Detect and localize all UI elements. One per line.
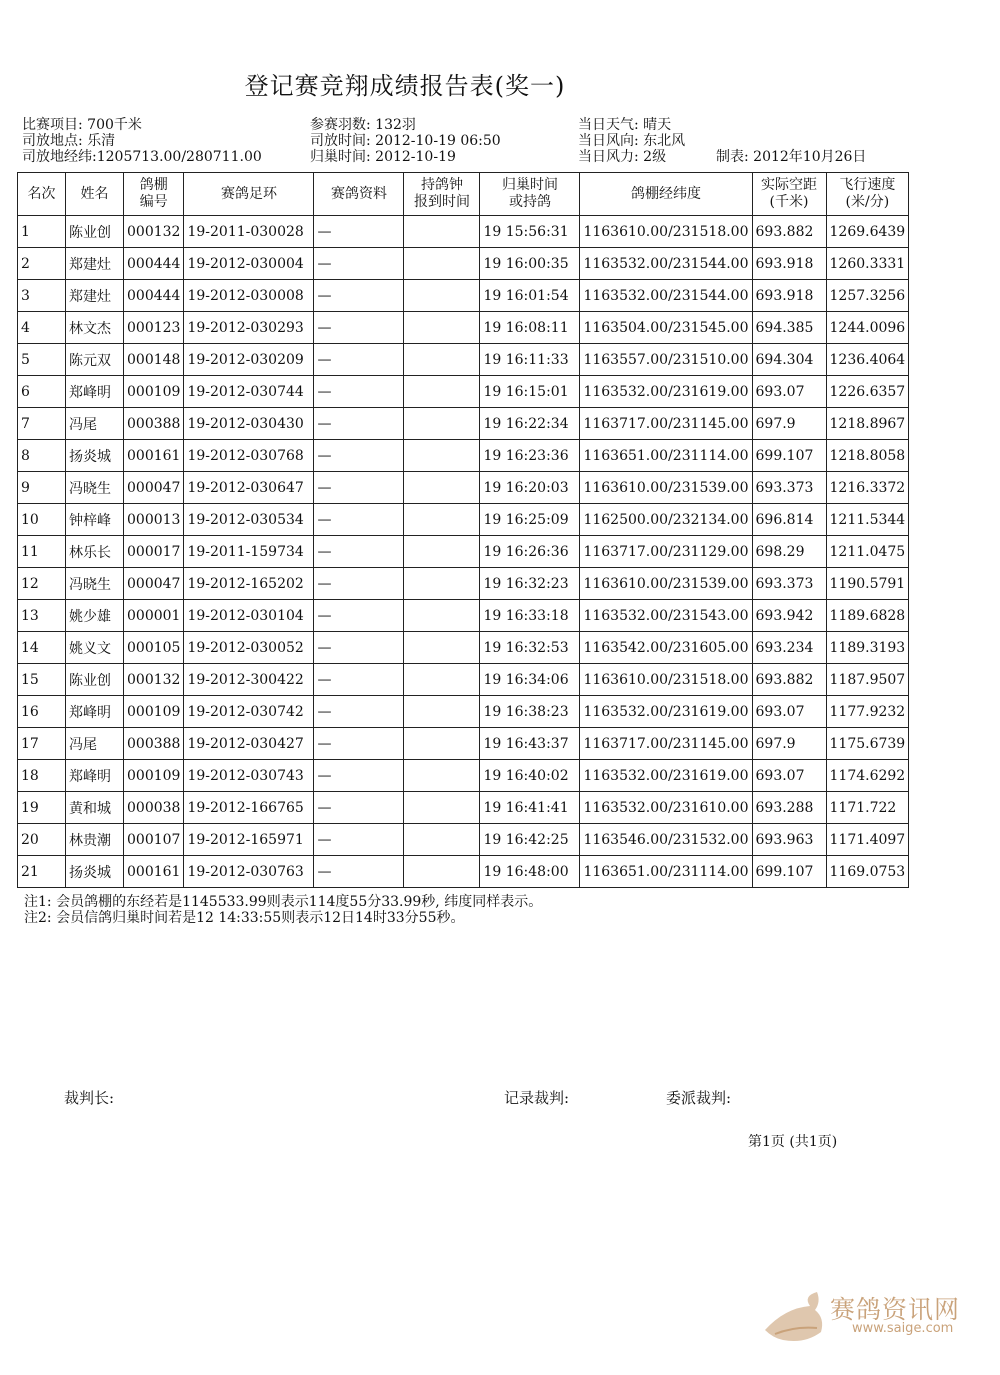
table-cell (404, 792, 480, 824)
table-row (18, 440, 909, 472)
table-cell: 19-2012-030004 (184, 248, 314, 280)
table-cell: 19 (18, 792, 66, 824)
table-cell: — (314, 376, 404, 408)
table-cell: 000161 (124, 856, 184, 888)
table-cell: 000107 (124, 824, 184, 856)
table-cell: 冯晓生 (66, 472, 124, 504)
table-cell: 000001 (124, 600, 184, 632)
table-cell: 1236.4064 (826, 344, 909, 376)
column-header: 名次 (18, 173, 66, 216)
table-cell: 陈元双 (66, 344, 124, 376)
table-cell: — (314, 408, 404, 440)
table-cell: 1163557.00/231510.00 (580, 344, 752, 376)
table-cell: 19 16:33:18 (480, 600, 580, 632)
table-cell: — (314, 760, 404, 792)
table-cell: 1163610.00/231539.00 (580, 472, 752, 504)
table-cell: 1171.4097 (826, 824, 909, 856)
table-cell: 1174.6292 (826, 760, 909, 792)
table-cell: 693.07 (752, 760, 826, 792)
table-cell: 19 16:23:36 (480, 440, 580, 472)
table-cell (404, 472, 480, 504)
table-cell: — (314, 504, 404, 536)
table-cell: 19-2012-030768 (184, 440, 314, 472)
table-cell: 19 16:38:23 (480, 696, 580, 728)
table-cell: 19 16:25:09 (480, 504, 580, 536)
table-cell: 郑建灶 (66, 248, 124, 280)
table-cell: 1177.9232 (826, 696, 909, 728)
table-cell (404, 696, 480, 728)
table-body (18, 216, 909, 888)
table-cell: 扬炎城 (66, 440, 124, 472)
table-cell: 000148 (124, 344, 184, 376)
table-cell: 1163610.00/231518.00 (580, 216, 752, 248)
table-cell: 19-2012-030742 (184, 696, 314, 728)
table-cell: 17 (18, 728, 66, 760)
notes (24, 894, 542, 926)
table-cell: 19-2012-030430 (184, 408, 314, 440)
table-row (18, 536, 909, 568)
table-cell: — (314, 440, 404, 472)
table-cell: 19 16:08:11 (480, 312, 580, 344)
table-cell: 9 (18, 472, 66, 504)
table-cell: 1163717.00/231129.00 (580, 536, 752, 568)
table-cell: 扬炎城 (66, 856, 124, 888)
table-cell: 郑峰明 (66, 760, 124, 792)
table-cell: 693.882 (752, 664, 826, 696)
table-cell (404, 312, 480, 344)
table-cell: 1244.0096 (826, 312, 909, 344)
table-cell: 18 (18, 760, 66, 792)
info-col-2 (310, 117, 501, 165)
table-cell: 1163532.00/231543.00 (580, 600, 752, 632)
table-cell: 693.882 (752, 216, 826, 248)
table-cell: — (314, 792, 404, 824)
table-cell: 姚少雄 (66, 600, 124, 632)
table-cell: 19 16:20:03 (480, 472, 580, 504)
table-cell: — (314, 472, 404, 504)
table-cell: 000105 (124, 632, 184, 664)
table-cell: 19-2012-030744 (184, 376, 314, 408)
results-table (17, 172, 909, 888)
column-header: 持鸽钟 报到时间 (404, 173, 480, 216)
table-cell: 19-2012-030763 (184, 856, 314, 888)
table-cell: 693.373 (752, 568, 826, 600)
table-cell: 000017 (124, 536, 184, 568)
column-header: 鸽棚 编号 (124, 173, 184, 216)
table-cell: 3 (18, 280, 66, 312)
table-cell: 1269.6439 (826, 216, 909, 248)
table-cell: 19 16:22:34 (480, 408, 580, 440)
table-cell: 7 (18, 408, 66, 440)
release-coordinates: 司放地经纬:1205713.00/280711.00 (22, 149, 262, 165)
release-time: 司放时间: 2012-10-19 06:50 (310, 133, 501, 149)
table-cell: 19-2012-030647 (184, 472, 314, 504)
table-cell: 19-2012-030052 (184, 632, 314, 664)
column-header: 飞行速度 (米/分) (826, 173, 909, 216)
table-cell: 冯尾 (66, 408, 124, 440)
table-cell: 1187.9507 (826, 664, 909, 696)
table-cell: 697.9 (752, 408, 826, 440)
column-header: 赛鸽资料 (314, 173, 404, 216)
table-cell: 冯晓生 (66, 568, 124, 600)
table-cell: — (314, 312, 404, 344)
table-cell: 1163532.00/231544.00 (580, 248, 752, 280)
entry-count: 参赛羽数: 132羽 (310, 117, 416, 133)
delegate-judge-label: 委派裁判: (666, 1089, 732, 1107)
table-cell: 20 (18, 824, 66, 856)
table-cell: 1226.6357 (826, 376, 909, 408)
table-cell: 696.814 (752, 504, 826, 536)
table-cell: — (314, 216, 404, 248)
table-cell: 000444 (124, 280, 184, 312)
table-cell: 000013 (124, 504, 184, 536)
table-cell: 1163532.00/231619.00 (580, 376, 752, 408)
table-cell: 1163651.00/231114.00 (580, 440, 752, 472)
table-cell: 19-2012-030534 (184, 504, 314, 536)
table-cell: 693.07 (752, 376, 826, 408)
table-cell: 19 16:41:41 (480, 792, 580, 824)
table-cell: — (314, 568, 404, 600)
column-header: 实际空距 (千米) (752, 173, 826, 216)
table-cell: 698.29 (752, 536, 826, 568)
table-cell: 000132 (124, 216, 184, 248)
table-cell: 1163532.00/231610.00 (580, 792, 752, 824)
release-location: 司放地点: 乐清 (22, 133, 116, 149)
table-cell: 郑建灶 (66, 280, 124, 312)
table-cell: 郑峰明 (66, 376, 124, 408)
table-cell: 000388 (124, 728, 184, 760)
table-cell (404, 632, 480, 664)
table-cell: 14 (18, 632, 66, 664)
table-row (18, 856, 909, 888)
table-cell: 1190.5791 (826, 568, 909, 600)
table-cell: 000123 (124, 312, 184, 344)
watermark-url: www.saige.com (852, 1321, 954, 1336)
table-cell: 1 (18, 216, 66, 248)
wind-force: 当日风力: 2级 (578, 149, 667, 165)
race-distance: 比赛项目: 700千米 (22, 117, 142, 133)
table-cell: 19-2012-030743 (184, 760, 314, 792)
table-cell (404, 216, 480, 248)
table-cell: 19-2012-166765 (184, 792, 314, 824)
table-cell: 林文杰 (66, 312, 124, 344)
table-cell: 1163651.00/231114.00 (580, 856, 752, 888)
table-cell: 1175.6739 (826, 728, 909, 760)
chief-judge-label: 裁判长: (64, 1089, 115, 1107)
table-cell: 1216.3372 (826, 472, 909, 504)
table-cell: 699.107 (752, 856, 826, 888)
table-row (18, 568, 909, 600)
table-cell: — (314, 728, 404, 760)
table-row (18, 696, 909, 728)
table-row (18, 408, 909, 440)
table-cell: 1163532.00/231619.00 (580, 760, 752, 792)
table-cell: 1260.3331 (826, 248, 909, 280)
table-row (18, 376, 909, 408)
table-cell (404, 504, 480, 536)
table-cell: 000109 (124, 696, 184, 728)
table-cell: 林贵潮 (66, 824, 124, 856)
table-cell: 19 16:11:33 (480, 344, 580, 376)
table-cell: 黄和城 (66, 792, 124, 824)
table-cell: 11 (18, 536, 66, 568)
table-cell: 19 15:56:31 (480, 216, 580, 248)
table-cell: 19-2012-030104 (184, 600, 314, 632)
table-cell: 693.373 (752, 472, 826, 504)
table-cell: 000047 (124, 472, 184, 504)
table-cell: 19-2012-300422 (184, 664, 314, 696)
table-cell: 16 (18, 696, 66, 728)
table-cell: 19 16:01:54 (480, 280, 580, 312)
table-cell: — (314, 248, 404, 280)
table-row (18, 216, 909, 248)
table-cell: 697.9 (752, 728, 826, 760)
table-cell: 15 (18, 664, 66, 696)
return-date: 归巢时间: 2012-10-19 (310, 149, 456, 165)
table-cell: 000444 (124, 248, 184, 280)
table-cell: 693.918 (752, 280, 826, 312)
table-row (18, 472, 909, 504)
table-cell (404, 856, 480, 888)
table-cell: 19 16:34:06 (480, 664, 580, 696)
table-cell: 1163542.00/231605.00 (580, 632, 752, 664)
table-cell: 000388 (124, 408, 184, 440)
column-header: 姓名 (66, 173, 124, 216)
table-cell: 1163532.00/231544.00 (580, 280, 752, 312)
watermark-text: 赛鸽资讯网 (830, 1295, 961, 1324)
table-cell: 1211.0475 (826, 536, 909, 568)
table-cell: — (314, 600, 404, 632)
table-cell: 19 16:15:01 (480, 376, 580, 408)
table-row (18, 728, 909, 760)
table-cell: 1163717.00/231145.00 (580, 408, 752, 440)
table-cell (404, 728, 480, 760)
table-cell: 12 (18, 568, 66, 600)
table-cell: 13 (18, 600, 66, 632)
table-cell: 1162500.00/232134.00 (580, 504, 752, 536)
table-row (18, 600, 909, 632)
table-cell: 693.942 (752, 600, 826, 632)
table-cell: 000132 (124, 664, 184, 696)
table-cell: 5 (18, 344, 66, 376)
table-cell: 1171.722 (826, 792, 909, 824)
table-cell: — (314, 696, 404, 728)
table-cell: 19 16:40:02 (480, 760, 580, 792)
table-cell: 699.107 (752, 440, 826, 472)
info-col-3 (578, 117, 685, 165)
table-row (18, 792, 909, 824)
table-cell: 8 (18, 440, 66, 472)
table-cell: 000047 (124, 568, 184, 600)
table-cell: 19-2012-030427 (184, 728, 314, 760)
table-cell: 19-2012-165971 (184, 824, 314, 856)
weather: 当日天气: 晴天 (578, 117, 672, 133)
table-cell: 693.918 (752, 248, 826, 280)
table-cell: — (314, 536, 404, 568)
table-cell (404, 408, 480, 440)
made-date: 制表: 2012年10月26日 (716, 149, 867, 165)
table-cell: 1169.0753 (826, 856, 909, 888)
table-cell (404, 536, 480, 568)
table-row (18, 664, 909, 696)
table-cell: 陈业创 (66, 216, 124, 248)
table-cell (404, 248, 480, 280)
table-cell: 1163610.00/231539.00 (580, 568, 752, 600)
table-cell (404, 440, 480, 472)
info-col-1 (22, 117, 262, 165)
table-cell: 1257.3256 (826, 280, 909, 312)
table-cell: 694.304 (752, 344, 826, 376)
table-cell: 10 (18, 504, 66, 536)
table-row (18, 760, 909, 792)
table-cell: 2 (18, 248, 66, 280)
table-cell: 21 (18, 856, 66, 888)
table-cell: 1189.6828 (826, 600, 909, 632)
table-cell: 姚义文 (66, 632, 124, 664)
table-cell: 000161 (124, 440, 184, 472)
table-cell: 693.234 (752, 632, 826, 664)
table-cell (404, 344, 480, 376)
table-cell: 19-2011-159734 (184, 536, 314, 568)
table-cell: 19 16:32:23 (480, 568, 580, 600)
table-cell: — (314, 344, 404, 376)
table-cell: 冯尾 (66, 728, 124, 760)
table-cell: 19-2012-030293 (184, 312, 314, 344)
table-cell: 19-2012-030209 (184, 344, 314, 376)
table-cell: 19 16:42:25 (480, 824, 580, 856)
table-cell: 钟梓峰 (66, 504, 124, 536)
table-cell: 693.963 (752, 824, 826, 856)
table-cell: 1211.5344 (826, 504, 909, 536)
note-2: 注2: 会员信鸽归巢时间若是12 14:33:55则表示12日14时33分55秒。 (24, 910, 465, 926)
table-cell (404, 280, 480, 312)
table-row (18, 824, 909, 856)
table-cell: 000109 (124, 760, 184, 792)
table-row (18, 312, 909, 344)
table-cell: 000109 (124, 376, 184, 408)
table-row (18, 248, 909, 280)
column-header: 归巢时间 或持鸽 (480, 173, 580, 216)
table-cell: — (314, 632, 404, 664)
page-number: 第1页 (共1页) (748, 1134, 838, 1150)
table-cell (404, 664, 480, 696)
column-header: 赛鸽足环 (184, 173, 314, 216)
table-cell (404, 760, 480, 792)
table-row (18, 632, 909, 664)
report-title: 登记赛竞翔成绩报告表(奖一) (244, 72, 566, 100)
table-cell (404, 568, 480, 600)
table-cell: 19 16:43:37 (480, 728, 580, 760)
table-cell: 693.07 (752, 696, 826, 728)
table-cell: 19 16:00:35 (480, 248, 580, 280)
table-cell: 19-2011-030028 (184, 216, 314, 248)
table-cell: 1163504.00/231545.00 (580, 312, 752, 344)
record-judge-label: 记录裁判: (504, 1089, 570, 1107)
table-cell: 林乐长 (66, 536, 124, 568)
table-cell: 1218.8967 (826, 408, 909, 440)
table-cell: 19 16:32:53 (480, 632, 580, 664)
table-cell: — (314, 280, 404, 312)
table-cell: 郑峰明 (66, 696, 124, 728)
table-header-row (18, 173, 909, 216)
table-cell: 000038 (124, 792, 184, 824)
table-cell (404, 376, 480, 408)
table-cell: 6 (18, 376, 66, 408)
table-cell: 19-2012-030008 (184, 280, 314, 312)
table-cell: 4 (18, 312, 66, 344)
table-cell: 1163532.00/231619.00 (580, 696, 752, 728)
table-cell: 694.385 (752, 312, 826, 344)
table-cell: 19-2012-165202 (184, 568, 314, 600)
table-cell: 19 16:48:00 (480, 856, 580, 888)
table-cell: 1163610.00/231518.00 (580, 664, 752, 696)
table-cell (404, 824, 480, 856)
table-cell: 19 16:26:36 (480, 536, 580, 568)
table-cell: 1163546.00/231532.00 (580, 824, 752, 856)
column-header: 鸽棚经纬度 (580, 173, 752, 216)
table-cell: 陈业创 (66, 664, 124, 696)
table-cell: — (314, 856, 404, 888)
table-cell: 1218.8058 (826, 440, 909, 472)
table-cell: 693.288 (752, 792, 826, 824)
table-cell: — (314, 824, 404, 856)
table-cell: — (314, 664, 404, 696)
note-1: 注1: 会员鸽棚的东经若是1145533.99则表示114度55分33.99秒, 纬度同样表示。 (24, 894, 543, 910)
table-cell: 1189.3193 (826, 632, 909, 664)
table-row (18, 344, 909, 376)
wind-direction: 当日风向: 东北风 (578, 133, 686, 149)
table-row (18, 504, 909, 536)
table-row (18, 280, 909, 312)
table-cell (404, 600, 480, 632)
table-cell: 1163717.00/231145.00 (580, 728, 752, 760)
